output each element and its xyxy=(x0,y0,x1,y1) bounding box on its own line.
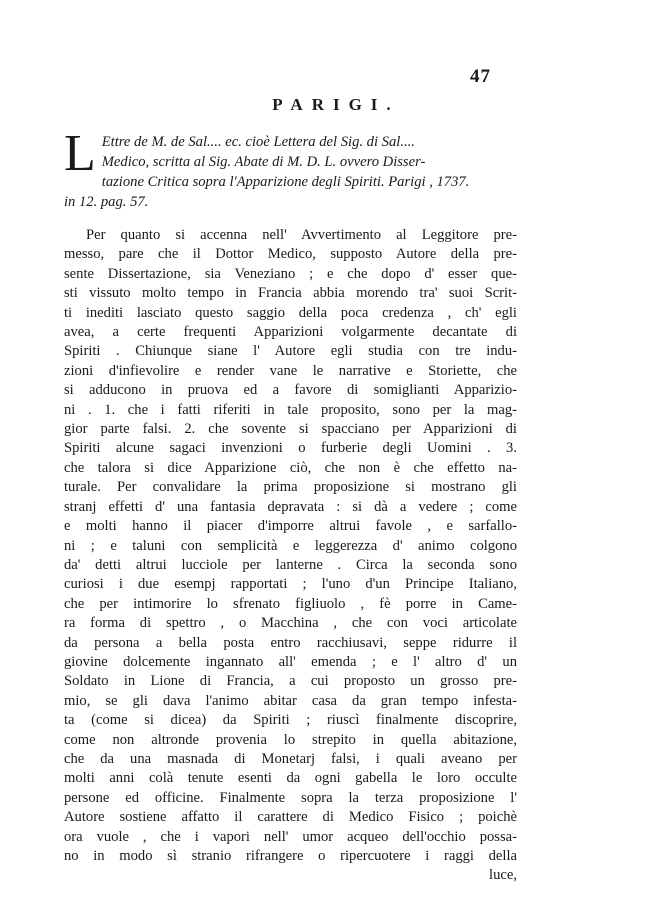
body-line: come non altronde provenia lo strepito in quella abitazione, xyxy=(64,731,517,748)
drop-cap: L xyxy=(64,125,96,182)
body-line: messo, pare che il Dottor Medico, supposto Autore della pre- xyxy=(64,246,517,263)
body-line: che per intimorire lo sfrenato figliuolo , fè porre in Came- xyxy=(64,595,517,612)
body-line: gior parte falsi. 2. che sovente si spacciano per Apparizioni di xyxy=(64,421,517,438)
body-line: molti anni colà tenute esenti da ogni gabella le loro occulte xyxy=(64,770,517,787)
body-line: stranj effetti d' una fantasia depravata : si dà a vedere ; come xyxy=(64,498,517,515)
body-line: ta (come si dicea) da Spiriti ; riuscì finalmente discoprire, xyxy=(64,712,517,729)
body-line: ti inediti lasciato questo saggio della poca credenza , ch' egli xyxy=(64,304,517,321)
page-number: 47 xyxy=(470,66,491,87)
body-line: sente Dissertazione, sia Veneziano ; e che dopo d' esser que- xyxy=(64,265,517,282)
body-line: giovine dolcemente ingannato all' emenda ; e l' altro d' un xyxy=(64,653,517,670)
body-line: sti vissuto molto tempo in Francia abbia morendo tra' suoi Scrit- xyxy=(64,285,517,302)
body-line: ra forma di spettro , o Macchina , che con voci articolate xyxy=(64,615,517,632)
body-paragraph xyxy=(64,226,517,886)
title-line: tazione Critica sopra l'Apparizione degli Spiriti. Parigi , 1737. xyxy=(101,174,470,190)
body-line: Autore sostiene affatto il carattere di Medico Fisico ; poichè xyxy=(64,809,517,826)
body-line: ni . 1. che i fatti riferiti in tale proposito, sono per la mag- xyxy=(64,401,517,418)
body-line: e molti hanno il piacer d'imporre altrui favole , e sarfallo- xyxy=(64,518,517,535)
body-line: ora vuole , che i vapori nell' umor acqueo dell'occhio possa- xyxy=(64,828,517,845)
title-line: Ettre de M. de Sal.... ec. cioè Lettera del Sig. di Sal.... xyxy=(101,134,415,150)
body-line: curiosi i due esempj rapportati ; l'uno d'un Principe Italiano, xyxy=(64,576,517,593)
entry-title xyxy=(64,125,517,212)
body-line: avea, a certe frequenti Apparizioni volgarmente decantate di xyxy=(64,324,517,341)
title-line: Medico, scritta al Sig. Abate di M. D. L. ovvero Disser- xyxy=(101,154,426,170)
body-line: zioni d'infievolire e render vane le narrative e Storiette, che xyxy=(64,362,517,379)
body-line: si adducono in pruova ed a favore di somiglianti Apparizio- xyxy=(64,382,517,399)
title-line: in 12. pag. 57. xyxy=(64,194,149,210)
body-line: luce, xyxy=(489,867,517,884)
body-line: che da una masnada di Monetarj falsi, i quali aveano per xyxy=(64,750,517,767)
body-line: da' detti altrui lucciole per lanterne . Circa la seconda sono xyxy=(64,556,517,573)
page-header: PARIGI. xyxy=(272,95,400,114)
body-line: da persona a bella posta entro racchiusavi, seppe ridurre il xyxy=(64,634,517,651)
body-line: no in modo sì stranio rifrangere o ripercuotere i raggi della xyxy=(64,848,517,864)
body-line: mio, se gli dava l'animo abitar casa da gran tempo infesta- xyxy=(64,692,517,709)
body-line: turale. Per convalidare la prima proposizione si mostrano gli xyxy=(64,479,517,496)
body-line: Per quanto si accenna nell' Avvertimento al Leggitore pre- xyxy=(86,227,517,243)
body-line: persone ed officine. Finalmente sopra la terza proposizione l' xyxy=(64,789,517,806)
body-line: Spiriti alcune sagaci invenzioni o furberie degli Uomini . 3. xyxy=(64,440,517,457)
body-line: ni ; e taluni con semplicità e leggerezza d' animo colgono xyxy=(64,537,517,554)
body-line: Soldato in Lione di Francia, a cui proposto un grosso pre- xyxy=(64,673,517,690)
body-line: che talora si dice Apparizione ciò, che non è che effetto na- xyxy=(64,459,517,476)
body-line: Spiriti . Chiunque siane l' Autore egli studia con tre indu- xyxy=(64,343,517,360)
